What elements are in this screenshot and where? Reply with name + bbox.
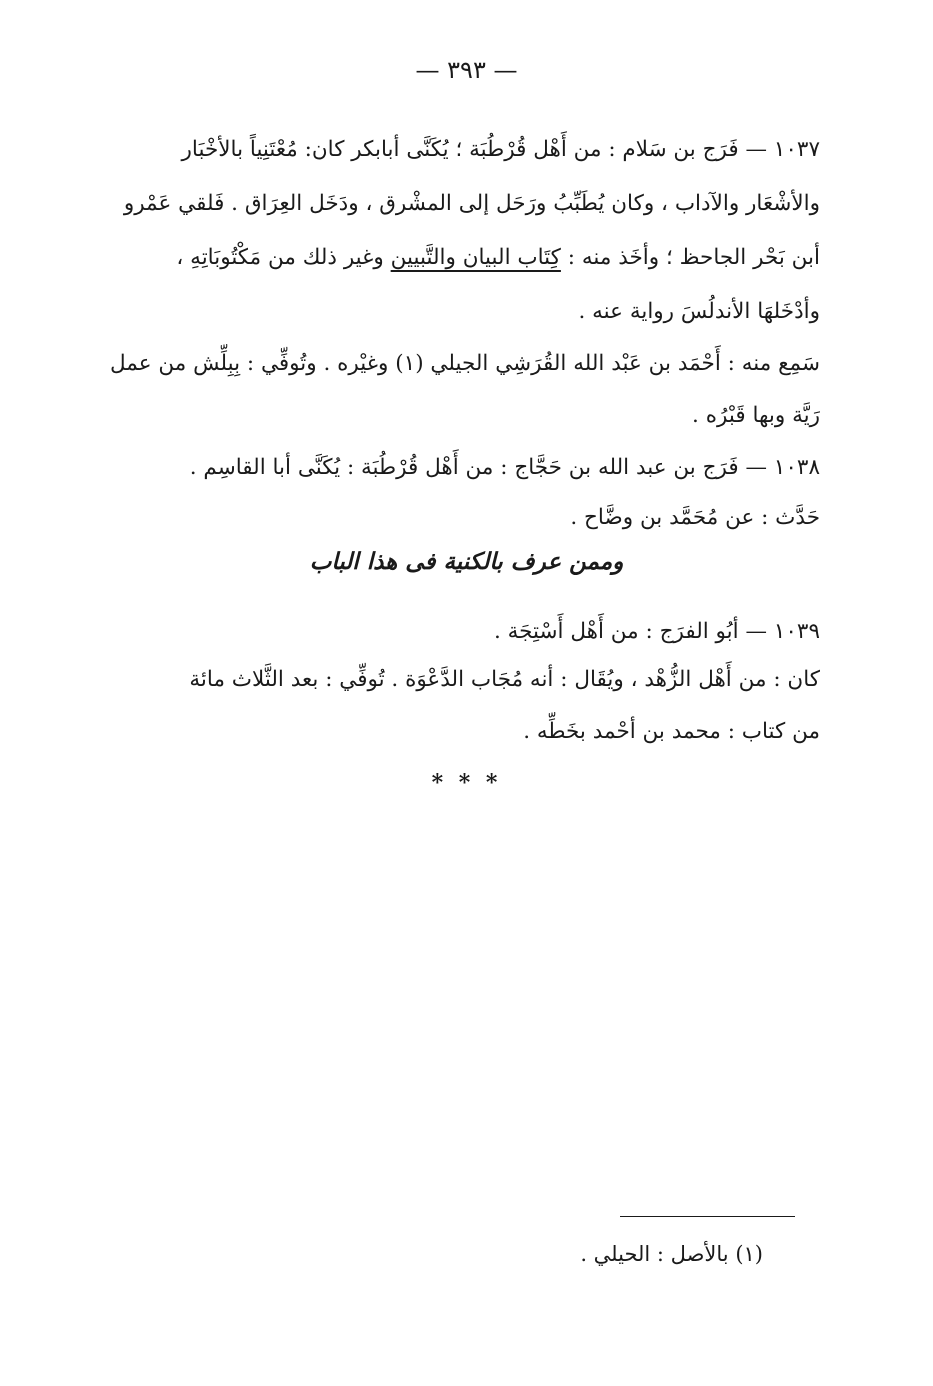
entry-1037-line-3-end: وغير ذلك من مَكْتُوبَاتِهِ ،: [176, 245, 384, 270]
entry-1037-line-4: وأدْخَلهَا الأندلُسَ رواية عنه .: [578, 299, 820, 324]
entry-1037-line-6: رَيَّة وبها قَبْرُه .: [692, 403, 820, 428]
entry-1037-line-1: ١٠٣٧ — فَرَج بن سَلام : من أَهْل قُرْطُبَة ؛ يُكَنَّى أبابكر كان: مُعْتَنِياً بالأخْبَار: [181, 137, 820, 162]
separator-stars: * * *: [431, 770, 502, 796]
entry-1037-line-3-start: أبن بَحْر الجاحظ ؛ وأخَذ منه :: [567, 245, 820, 270]
book-title: كِتَاب البيان والتَّبيين: [390, 245, 561, 270]
entry-1039-line-3: من كتاب : محمد بن أحْمد بخَطِّه .: [523, 719, 820, 744]
entry-1038-line-2: حَدَّث : عن مُحَمَّد بن وضَّاح .: [570, 505, 820, 530]
entry-1037-line-2: والأشْعَار والآداب ، وكان يُطَبِّبُ ورَحَل إلى المشْرق ، ودَخَل العِرَاق . فَلقي عَمْرو: [123, 191, 820, 216]
entry-1037-line-5: سَمِع منه : أَحْمَد بن عَبْد الله القُرَشِي الجيلي (١) وغيْره . وتُوفِّي : بِبِلِّش من عمل: [109, 351, 820, 376]
entry-1037-line-3: [108, 238, 820, 282]
footnote-divider: [620, 1216, 795, 1217]
entry-1039-line-1: ١٠٣٩ — أبُو الفرَج : من أَهْل أَسْتِجَة .: [493, 619, 820, 644]
entry-1039-line-2: كان : من أَهْل الزُّهْد ، ويُقَال : أنه مُجَاب الدَّعْوَة . تُوفِّي : بعد الثَّلاث مائة: [189, 667, 820, 692]
page-number: — ٣٩٣ —: [415, 56, 518, 84]
section-heading: وممن عرف بالكنية فى هذا الباب: [309, 548, 624, 575]
footnote: (١) بالأصل : الحيلي .: [580, 1242, 763, 1266]
entry-1038-line-1: ١٠٣٨ — فَرَج بن عبد الله بن حَجَّاج : من أَهْل قُرْطُبَة : يُكَنَّى أبا القاسِم .: [189, 455, 820, 480]
